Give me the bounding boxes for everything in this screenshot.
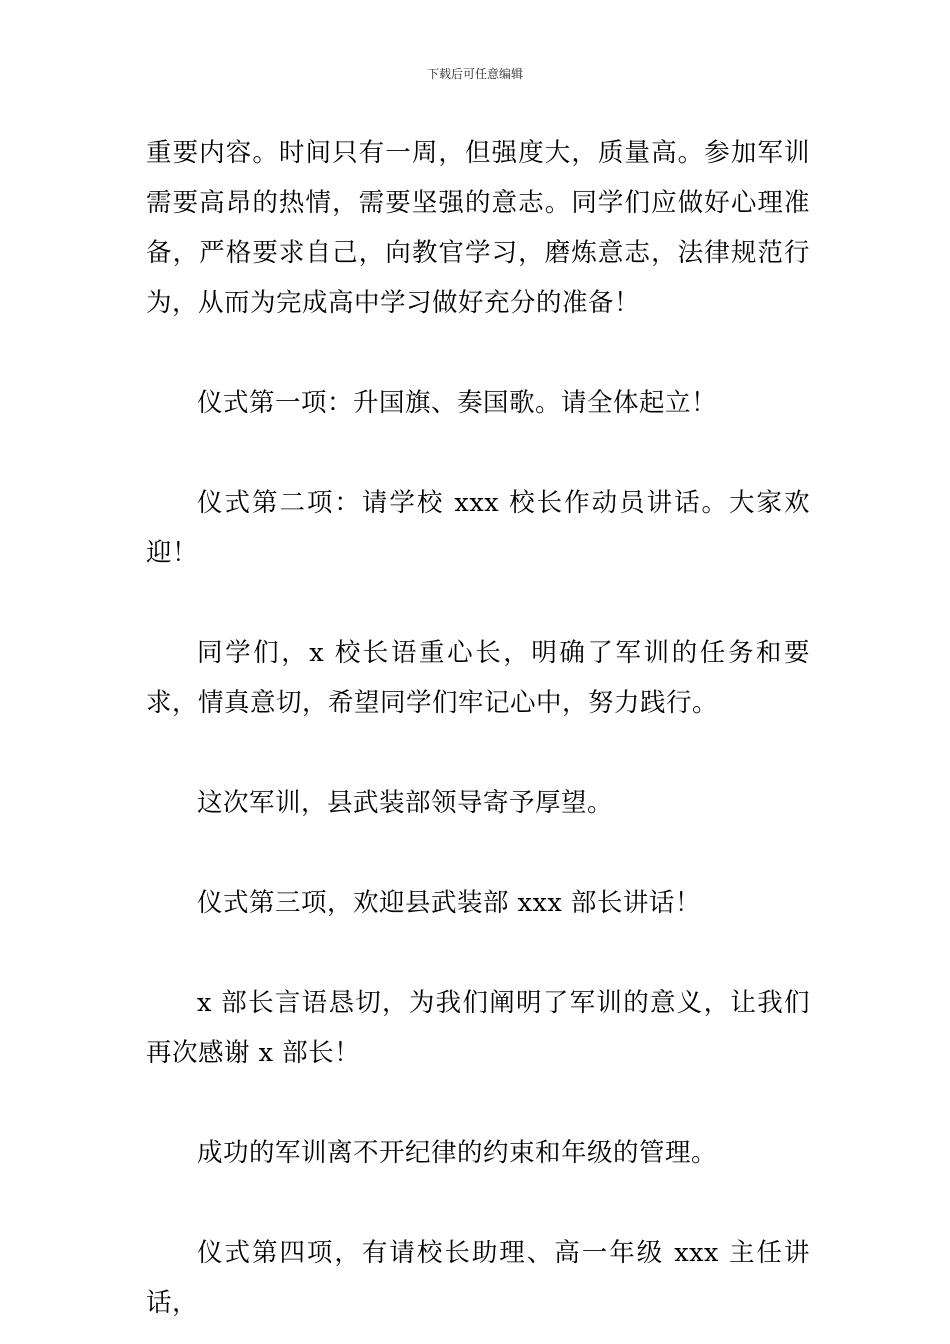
paragraph-9: 仪式第四项，有请校长助理、高一年级 xxx 主任讲话， xyxy=(146,1238,810,1318)
paragraph-8: 成功的军训离不开纪律的约束和年级的管理。 xyxy=(197,1138,718,1168)
paragraph-spacer xyxy=(146,578,810,628)
paragraph-1: 重要内容。时间只有一周，但强度大，质量高。参加军训需要高昂的热情，需要坚强的意志。同学们应做好心理准备，严格要求自己，向教官学习，磨炼意志，法律规范行为，从而为完成高中学习做好充分的准备！ xyxy=(146,138,810,318)
paragraph-spacer xyxy=(146,728,810,778)
document-body xyxy=(146,128,810,1328)
paragraph-7: x 部长言语恳切，为我们阐明了军训的意义，让我们再次感谢 x 部长！ xyxy=(146,988,810,1068)
header-note: 下载后可任意编辑 xyxy=(426,67,523,81)
paragraph-2: 仪式第一项：升国旗、奏国歌。请全体起立！ xyxy=(197,388,718,418)
paragraph-5: 这次军训，县武装部领导寄予厚望。 xyxy=(197,788,614,818)
paragraph-spacer xyxy=(146,1178,810,1228)
paragraph-6: 仪式第三项，欢迎县武装部 xxx 部长讲话！ xyxy=(197,888,701,918)
paragraph-spacer xyxy=(146,328,810,378)
paragraph-spacer xyxy=(146,928,810,978)
paragraph-spacer xyxy=(146,828,810,878)
paragraph-spacer xyxy=(146,428,810,478)
paragraph-4: 同学们，x 校长语重心长，明确了军训的任务和要求，情真意切，希望同学们牢记心中，努力践行。 xyxy=(146,638,810,718)
paragraph-spacer xyxy=(146,1078,810,1128)
paragraph-3: 仪式第二项：请学校 xxx 校长作动员讲话。大家欢迎！ xyxy=(146,488,810,568)
